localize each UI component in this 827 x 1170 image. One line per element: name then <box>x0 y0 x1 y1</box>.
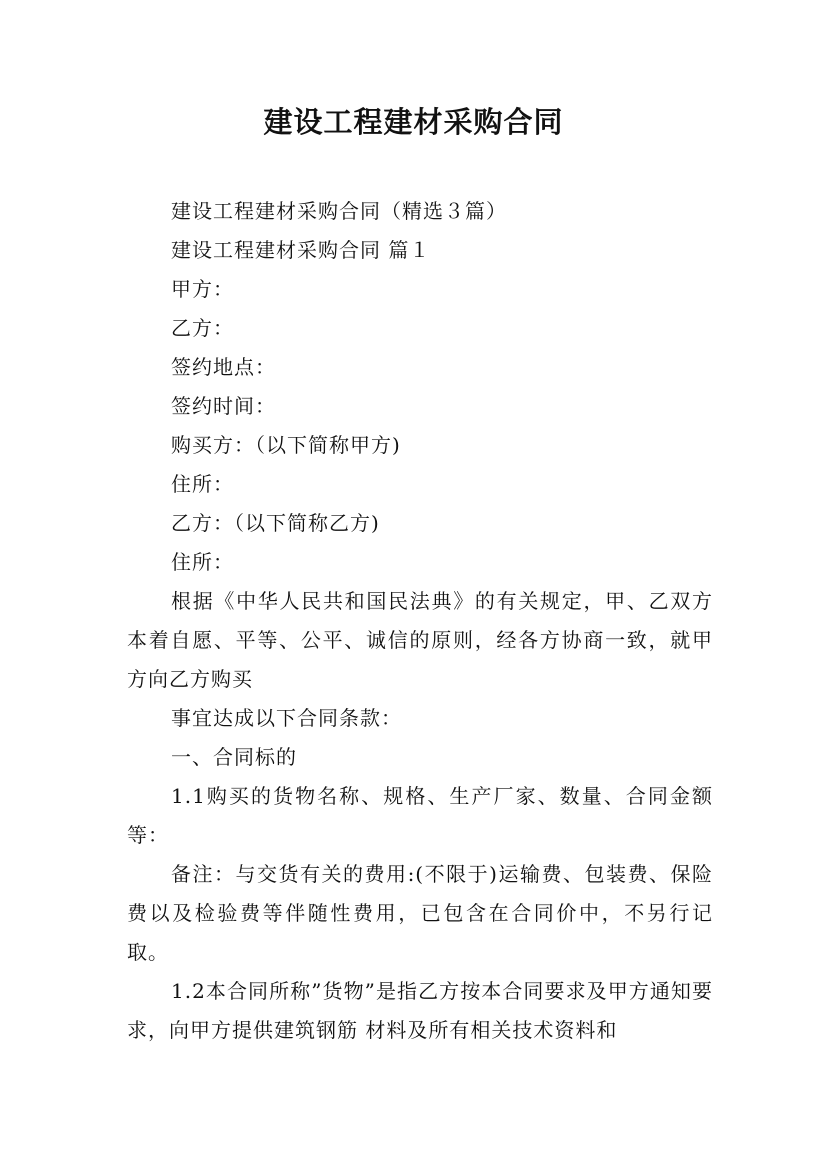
paragraph: 1.1购买的货物名称、规格、生产厂家、数量、合同金额等： <box>127 784 713 847</box>
paragraph: 乙方： <box>171 316 234 340</box>
document-body <box>127 192 713 1050</box>
paragraph: 住所： <box>171 550 234 574</box>
paragraph: 签约时间： <box>171 394 276 418</box>
document-title: 建设工程建材采购合同 <box>263 105 564 139</box>
paragraph: 乙方：（以下简称乙方) <box>171 511 380 535</box>
paragraph: 购买方：（以下简称甲方) <box>171 433 401 457</box>
paragraph: 签约地点： <box>171 355 276 379</box>
paragraph: 根据《中华人民共和国民法典》的有关规定，甲、乙双方本着自愿、平等、公平、诚信的原则，经各方协商一致，就甲方向乙方购买 <box>127 589 713 691</box>
paragraph: 住所： <box>171 472 234 496</box>
paragraph: 建设工程建材采购合同 篇１ <box>171 238 431 262</box>
paragraph: 甲方： <box>171 277 234 301</box>
paragraph: 1.2本合同所称”货物”是指乙方按本合同要求及甲方通知要求，向甲方提供建筑钢筋 材料及所有相关技术资料和 <box>127 979 713 1042</box>
paragraph: 一、合同标的 <box>171 745 297 769</box>
paragraph: 备注：与交货有关的费用:(不限于)运输费、包装费、保险费以及检验费等伴随性费用，已包含在合同价中，不另行记取。 <box>127 862 713 964</box>
paragraph: 事宜达成以下合同条款： <box>171 706 402 730</box>
paragraph: 建设工程建材采购合同（精选３篇） <box>171 199 507 223</box>
